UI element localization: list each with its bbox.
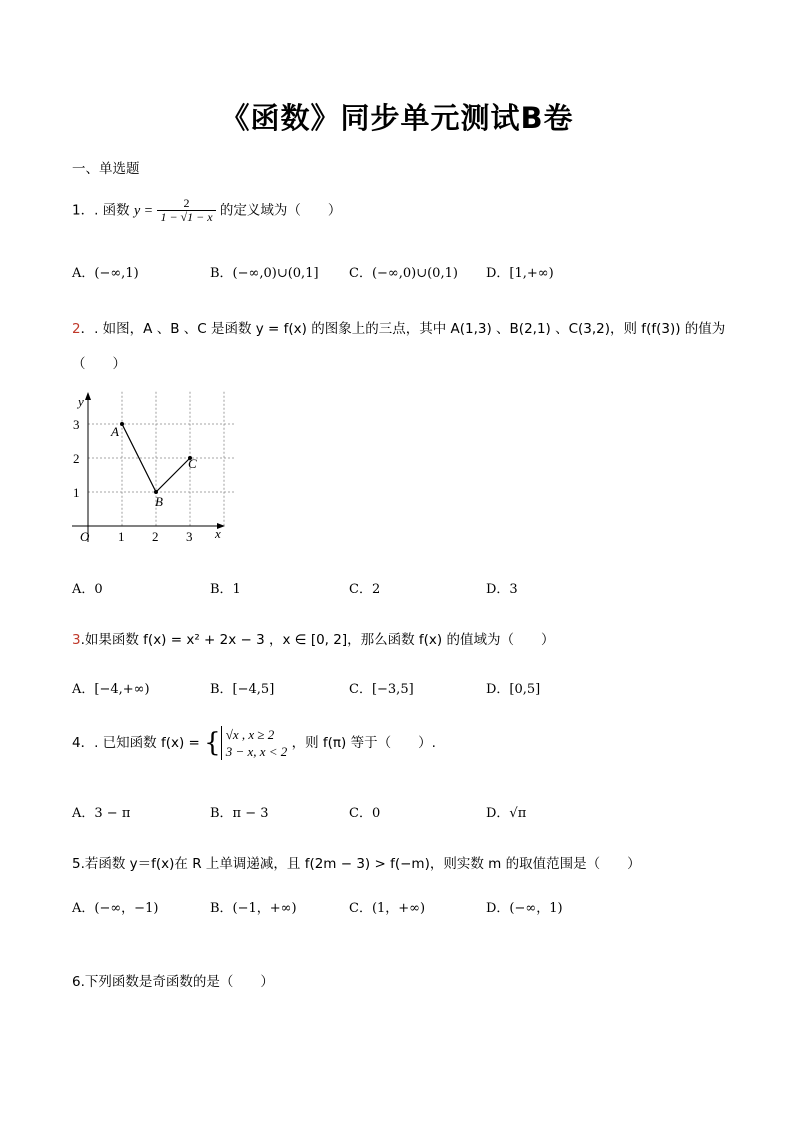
question-4-option-b[interactable]: B．π − 3 <box>210 806 269 821</box>
question-3 <box>72 628 554 648</box>
axis-ticks <box>73 417 193 544</box>
question-3-option-b[interactable]: B．[−4,5] <box>210 682 275 697</box>
question-4-prefix: 4．. 已知函数 f(x) = <box>72 735 200 751</box>
question-1-fraction <box>157 197 215 224</box>
question-4-option-d[interactable]: D．√π <box>486 806 527 821</box>
y-axis-label: y <box>78 394 84 409</box>
question-5-option-d[interactable]: D．(−∞，1) <box>486 901 563 916</box>
question-5-option-b[interactable]: B．(−1，+∞) <box>210 901 297 916</box>
y-tick-label: 2 <box>73 451 80 466</box>
question-1 <box>72 197 341 224</box>
question-2-paren: （ ） <box>72 356 126 372</box>
question-5-text: 5.若函数 y＝f(x)在 R 上单调递减，且 f(2m − 3) > f(−m)，则实数 m 的取值范围是（ ） <box>72 856 641 872</box>
question-1-lhs: y = <box>133 203 154 219</box>
x-tick-label: 3 <box>186 529 193 544</box>
question-6-text: 6.下列函数是奇函数的是（ ） <box>72 974 274 990</box>
piecewise-case-1: √x , x ≥ 2 <box>225 727 275 742</box>
question-2-option-d[interactable]: D．3 <box>486 582 518 597</box>
question-1-option-a[interactable]: A．(−∞,1) <box>72 266 139 281</box>
question-3-option-a[interactable]: A．[−4,+∞) <box>72 682 150 697</box>
origin-label: O <box>80 529 90 544</box>
point-label-b: B <box>155 494 163 509</box>
piecewise-case-2: 3 − x, x < 2 <box>225 744 288 759</box>
question-3-option-d[interactable]: D．[0,5] <box>486 682 541 697</box>
piecewise-brace: { <box>204 728 221 758</box>
question-2-option-c[interactable]: C．2 <box>349 582 381 597</box>
point-label-a: A <box>111 424 119 439</box>
question-5-option-a[interactable]: A．(−∞，−1) <box>72 901 159 916</box>
question-4 <box>72 726 436 760</box>
question-4-suffix: ，则 f(π) 等于（ ）. <box>291 735 436 751</box>
section-heading: 一、单选题 <box>72 161 140 177</box>
question-4-option-c[interactable]: C．0 <box>349 806 381 821</box>
question-2-option-b[interactable]: B．1 <box>210 582 241 597</box>
question-3-option-c[interactable]: C．[−3,5] <box>349 682 414 697</box>
question-1-suffix: 的定义域为（ ） <box>219 202 342 219</box>
question-2-text: ．. 如图，A 、B 、C 是函数 y = f(x) 的图象上的三点，其中 A(1,3) 、B(2,1) 、C(3,2)，则 f(f(3)) 的值为 <box>80 321 726 337</box>
page-title: 《函数》同步单元测试B卷 <box>220 101 574 135</box>
x-tick-label: 2 <box>152 529 159 544</box>
question-1-option-c[interactable]: C．(−∞,0)∪(0,1) <box>349 266 458 281</box>
x-tick-label: 1 <box>118 529 125 544</box>
piecewise-cases <box>221 726 288 760</box>
question-1-option-d[interactable]: D．[1,+∞) <box>486 266 554 281</box>
y-axis-arrow <box>85 392 91 400</box>
question-4-option-a[interactable]: A．3 − π <box>72 806 131 821</box>
fraction-denominator: 1 − √1 − x <box>160 210 213 224</box>
x-axis-label: x <box>215 526 221 541</box>
function-graph <box>68 390 238 550</box>
y-tick-label: 3 <box>73 417 80 432</box>
question-5-option-c[interactable]: C．(1，+∞) <box>349 901 426 916</box>
question-2 <box>72 317 725 337</box>
fraction-numerator: 2 <box>157 197 215 211</box>
question-1-prefix: 1．. 函数 <box>72 202 130 219</box>
question-3-number: 3 <box>72 632 81 648</box>
y-tick-label: 1 <box>73 485 80 500</box>
question-3-text: .如果函数 f(x) = x² + 2x − 3 ，x ∈ [0, 2]，那么函数 f(x) 的值域为（ ） <box>80 632 555 648</box>
question-2-number: 2 <box>72 321 81 337</box>
point-a <box>120 422 124 426</box>
question-2-option-a[interactable]: A．0 <box>72 582 103 597</box>
question-1-option-b[interactable]: B．(−∞,0)∪(0,1] <box>210 266 319 281</box>
graph-plot <box>110 422 197 509</box>
point-label-c: C <box>188 456 197 471</box>
